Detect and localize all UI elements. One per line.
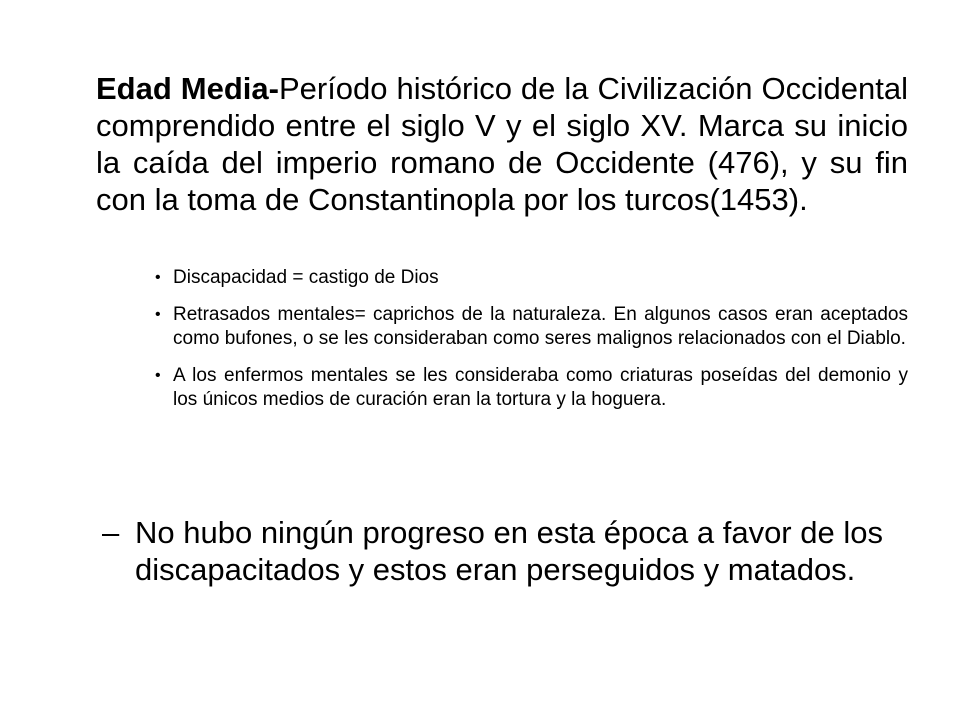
bullet-item bbox=[155, 303, 908, 351]
bullet-text: Retrasados mentales= caprichos de la naturaleza. En algunos casos eran aceptados como bufones, o se les consideraban como seres malignos relacionados con el Diablo. bbox=[173, 304, 908, 349]
intro-term: Edad Media- bbox=[96, 71, 279, 106]
bullet-item bbox=[155, 364, 908, 412]
bullet-marker: • bbox=[155, 367, 161, 384]
conclusion-text: No hubo ningún progreso en esta época a favor de los discapacitados y estos eran perseguidos y matados. bbox=[135, 515, 883, 587]
bullet-list bbox=[155, 266, 908, 425]
intro-paragraph bbox=[96, 70, 908, 218]
bullet-marker: • bbox=[155, 306, 161, 323]
bullet-item bbox=[155, 266, 908, 290]
bullet-text: Discapacidad = castigo de Dios bbox=[173, 267, 439, 288]
intro-text: Período histórico de la Civilización Occidental comprendido entre el siglo V y el siglo XV. Marca su inicio la caída del imperio romano de Occidente (476), y su fin con la toma de Constantinopla por los turcos(1453). bbox=[96, 71, 908, 217]
dash-marker: – bbox=[102, 515, 120, 550]
bullet-marker: • bbox=[155, 269, 161, 286]
conclusion-item bbox=[102, 514, 908, 588]
bullet-text: A los enfermos mentales se les consideraba como criaturas poseídas del demonio y los únicos medios de curación eran la tortura y la hoguera. bbox=[173, 365, 908, 410]
